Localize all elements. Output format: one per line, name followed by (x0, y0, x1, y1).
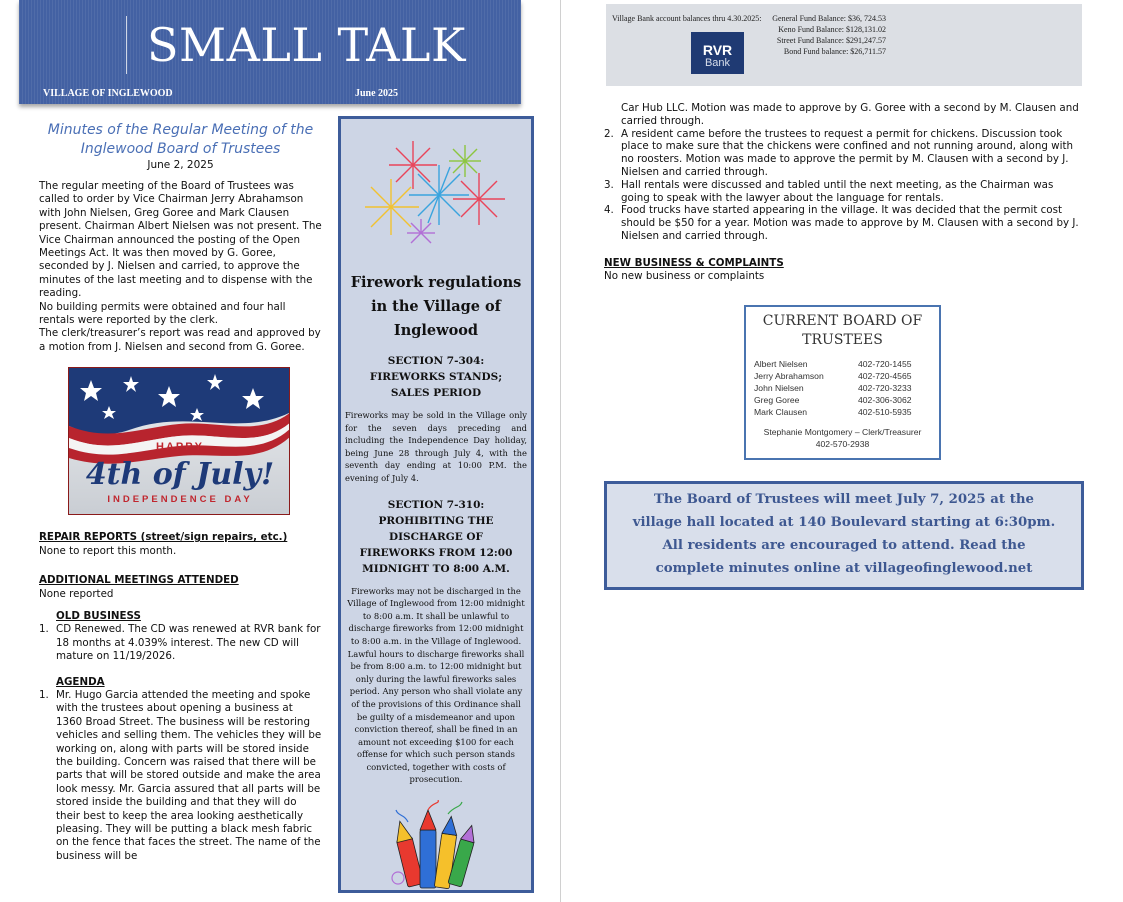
bank-label: Village Bank account balances thru 4.30.2025: (612, 14, 762, 23)
newsletter-title: SMALL TALK (147, 18, 466, 72)
board-member-row (754, 370, 931, 382)
fireworks-sidebar (338, 116, 534, 893)
board-clerk (754, 426, 931, 450)
fireworks-section-heading: SECTION 7-310: PROHIBITING THE DISCHARGE OF FIREWORKS FROM 12:00 MIDNIGHT TO 8:00 A.M. (359, 498, 513, 575)
july-fourth: 4th of July! (85, 457, 275, 493)
member-phone: 402-720-3233 (858, 383, 912, 393)
list-number: 3. (604, 178, 614, 191)
minutes-date: June 2, 2025 (147, 159, 214, 171)
board-title: CURRENT BOARD OF TRUSTEES (762, 313, 923, 348)
member-phone: 402-510-5935 (858, 407, 912, 417)
rvr-bank-logo (691, 32, 744, 74)
meeting-notice: The Board of Trustees will meet July 7, 2025 at the village hall located at 140 Boulevard starting at 6:30pm. All residents are encouraged to attend. Read the complete minutes online at villageofinglewood.net (604, 481, 1084, 590)
fund-balance: General Fund Balance: $36, 724.53 (772, 14, 886, 23)
fund-balances (772, 13, 886, 57)
meetings-heading: ADDITIONAL MEETINGS ATTENDED (39, 574, 239, 587)
member-phone: 402-720-1455 (858, 359, 912, 369)
masthead-rule (126, 16, 127, 74)
july-banner: INDEPENDENCE DAY (107, 494, 253, 506)
member-name: Albert Nielsen (754, 359, 808, 369)
board-member-row (754, 382, 931, 394)
repair-heading: REPAIR REPORTS (street/sign repairs, etc.) (39, 531, 288, 544)
board-member-row (754, 394, 931, 406)
fourth-of-july-image (68, 367, 290, 515)
board-of-trustees-box (744, 305, 941, 460)
list-text: Mr. Hugo Garcia attended the meeting and spoke with the trustees about opening a business at 1360 Broad Street. The business will be restoring vehicles and selling them. The vehicles they will be working on, along with parts will be stored inside the building. Concern was raised that there will be parts that will be stored outside and make the area look messy. Mr. Garcia assured that all parts will be stored inside the building and that they will do their best to keep the area looking aesthetically pleasing. They will be putting a black mesh fabric on the fence that faces the street. The name of the business will be (56, 688, 322, 862)
minutes-paragraph: No building permits were obtained and four hall rentals were reported by the clerk. (39, 300, 286, 327)
list-text: CD Renewed. The CD was renewed at RVR bank for 18 months at 4.039% interest. The new CD will mature on 11/19/2026. (56, 623, 321, 663)
agenda-continued-column (604, 102, 1084, 282)
list-item (604, 179, 1084, 205)
repair-text: None to report this month. (39, 544, 177, 557)
list-number: 1. (39, 623, 49, 636)
clerk-name: Stephanie Montgomery – Clerk/Treasurer (763, 427, 922, 437)
fund-balance: Keno Fund Balance: $128,131.02 (778, 25, 886, 34)
bank-logo-top: RVR (702, 42, 733, 58)
list-text: Hall rentals were discussed and tabled until the next meeting, as the Chairman was going to speak with the lawyer about the language for rentals. (621, 178, 1054, 204)
fireworks-section-heading: SECTION 7-304: FIREWORKS STANDS; SALES PERIOD (369, 355, 503, 399)
list-text: A resident came before the trustees to request a permit for chickens. Discussion took place to make sure that the chickens were confined and not running around, along with no roosters. Motion was made to approve the permit by M. Clausen with a second by J. Nielsen and carried through. (621, 127, 1074, 178)
list-number: 1. (39, 688, 49, 701)
member-phone: 402-306-3062 (858, 395, 912, 405)
member-name: Greg Goree (754, 395, 800, 405)
board-member-row (754, 358, 931, 370)
list-item (39, 689, 322, 863)
list-item (39, 623, 322, 663)
list-item (604, 128, 1084, 179)
minutes-paragraph: The clerk/treasurer’s report was read and approved by a motion from J. Nielsen and second from G. Goree. (39, 327, 321, 353)
old-business-list (39, 623, 322, 663)
list-number: 4. (604, 204, 614, 217)
board-member-list (754, 358, 931, 418)
new-business-heading: NEW BUSINESS & COMPLAINTS (604, 256, 784, 269)
masthead-village: VILLAGE OF INGLEWOOD (43, 88, 173, 99)
minutes-column (39, 121, 322, 863)
list-item (604, 204, 1084, 242)
agenda-list (39, 689, 322, 863)
bank-balances-box (606, 4, 1082, 86)
fireworks-image (361, 137, 511, 257)
fireworks-title: Firework regulations in the Village of Inglewood (350, 274, 522, 339)
agenda-continued-text: Car Hub LLC. Motion was made to approve by G. Goree with a second by M. Clausen and carried through. (621, 102, 1079, 127)
fireworks-section-body: Fireworks may be sold in the Village only for the seven days preceding and including the Independence Day holiday, being June 28 through July 4, with the seventh day ending at 10:00 P.M. the evening of July 4. (345, 410, 527, 483)
clerk-phone: 402-570-2938 (815, 439, 870, 449)
fireworks-section-body: Fireworks may not be discharged in the Village of Inglewood from 12:00 midnight to 8:00 a.m. It shall be unlawful to discharge fireworks from 12:00 midnight to 8:00 a.m. in the Village of Inglewood. Lawful hours to discharge fireworks shall be from 8:00 a.m. to 12:00 midnight but only during the lawful fireworks sales period. Any person who shall violate any of the provisions of this Ordinance shall be guilty of a misdemeanor and upon conviction thereof, shall be fined in an amount not exceeding $100 for each offense for which such person stands convicted, together with costs of prosecution. (347, 585, 525, 785)
fund-balance: Bond Fund balance: $26,711.57 (783, 47, 886, 56)
member-name: John Nielsen (754, 383, 804, 393)
list-number: 2. (604, 127, 614, 140)
masthead (19, 0, 521, 104)
minutes-title: Minutes of the Regular Meeting of the Inglewood Board of Trustees (47, 122, 314, 157)
masthead-date: June 2025 (355, 88, 399, 99)
firecrackers-image (388, 800, 484, 892)
minutes-paragraph: The regular meeting of the Board of Trustees was called to order by Vice Chairman Jerry Abrahamson with John Nielsen, Greg Goree and Mark Clausen present. Chairman Albert Nielsen was not present. The Vice Chairman announced the posting of the Open Meetings Act. It was then moved by G. Goree, seconded by J. Nielsen and carried, to approve the minutes of the last meeting and to dispense with the reading. (39, 180, 322, 300)
fund-balance: Street Fund Balance: $291,247.57 (776, 36, 886, 45)
agenda-list-continued (604, 128, 1084, 243)
page-divider (560, 0, 561, 902)
bank-logo-bottom: Bank (704, 57, 731, 69)
board-member-row (754, 406, 931, 418)
member-name: Mark Clausen (754, 407, 808, 417)
meetings-text: None reported (39, 587, 114, 600)
new-business-text: No new business or complaints (604, 269, 765, 282)
july-happy: HAPPY (156, 441, 204, 454)
member-phone: 402-720-4565 (858, 371, 912, 381)
list-text: Food trucks have started appearing in the village. It was decided that the permit cost should be $50 for a year. Motion was made to approve by M. Clausen with a second by J. Nielsen and carried through. (621, 204, 1079, 242)
agenda-heading: AGENDA (56, 675, 105, 688)
old-business-heading: OLD BUSINESS (56, 609, 141, 622)
member-name: Jerry Abrahamson (754, 371, 824, 381)
